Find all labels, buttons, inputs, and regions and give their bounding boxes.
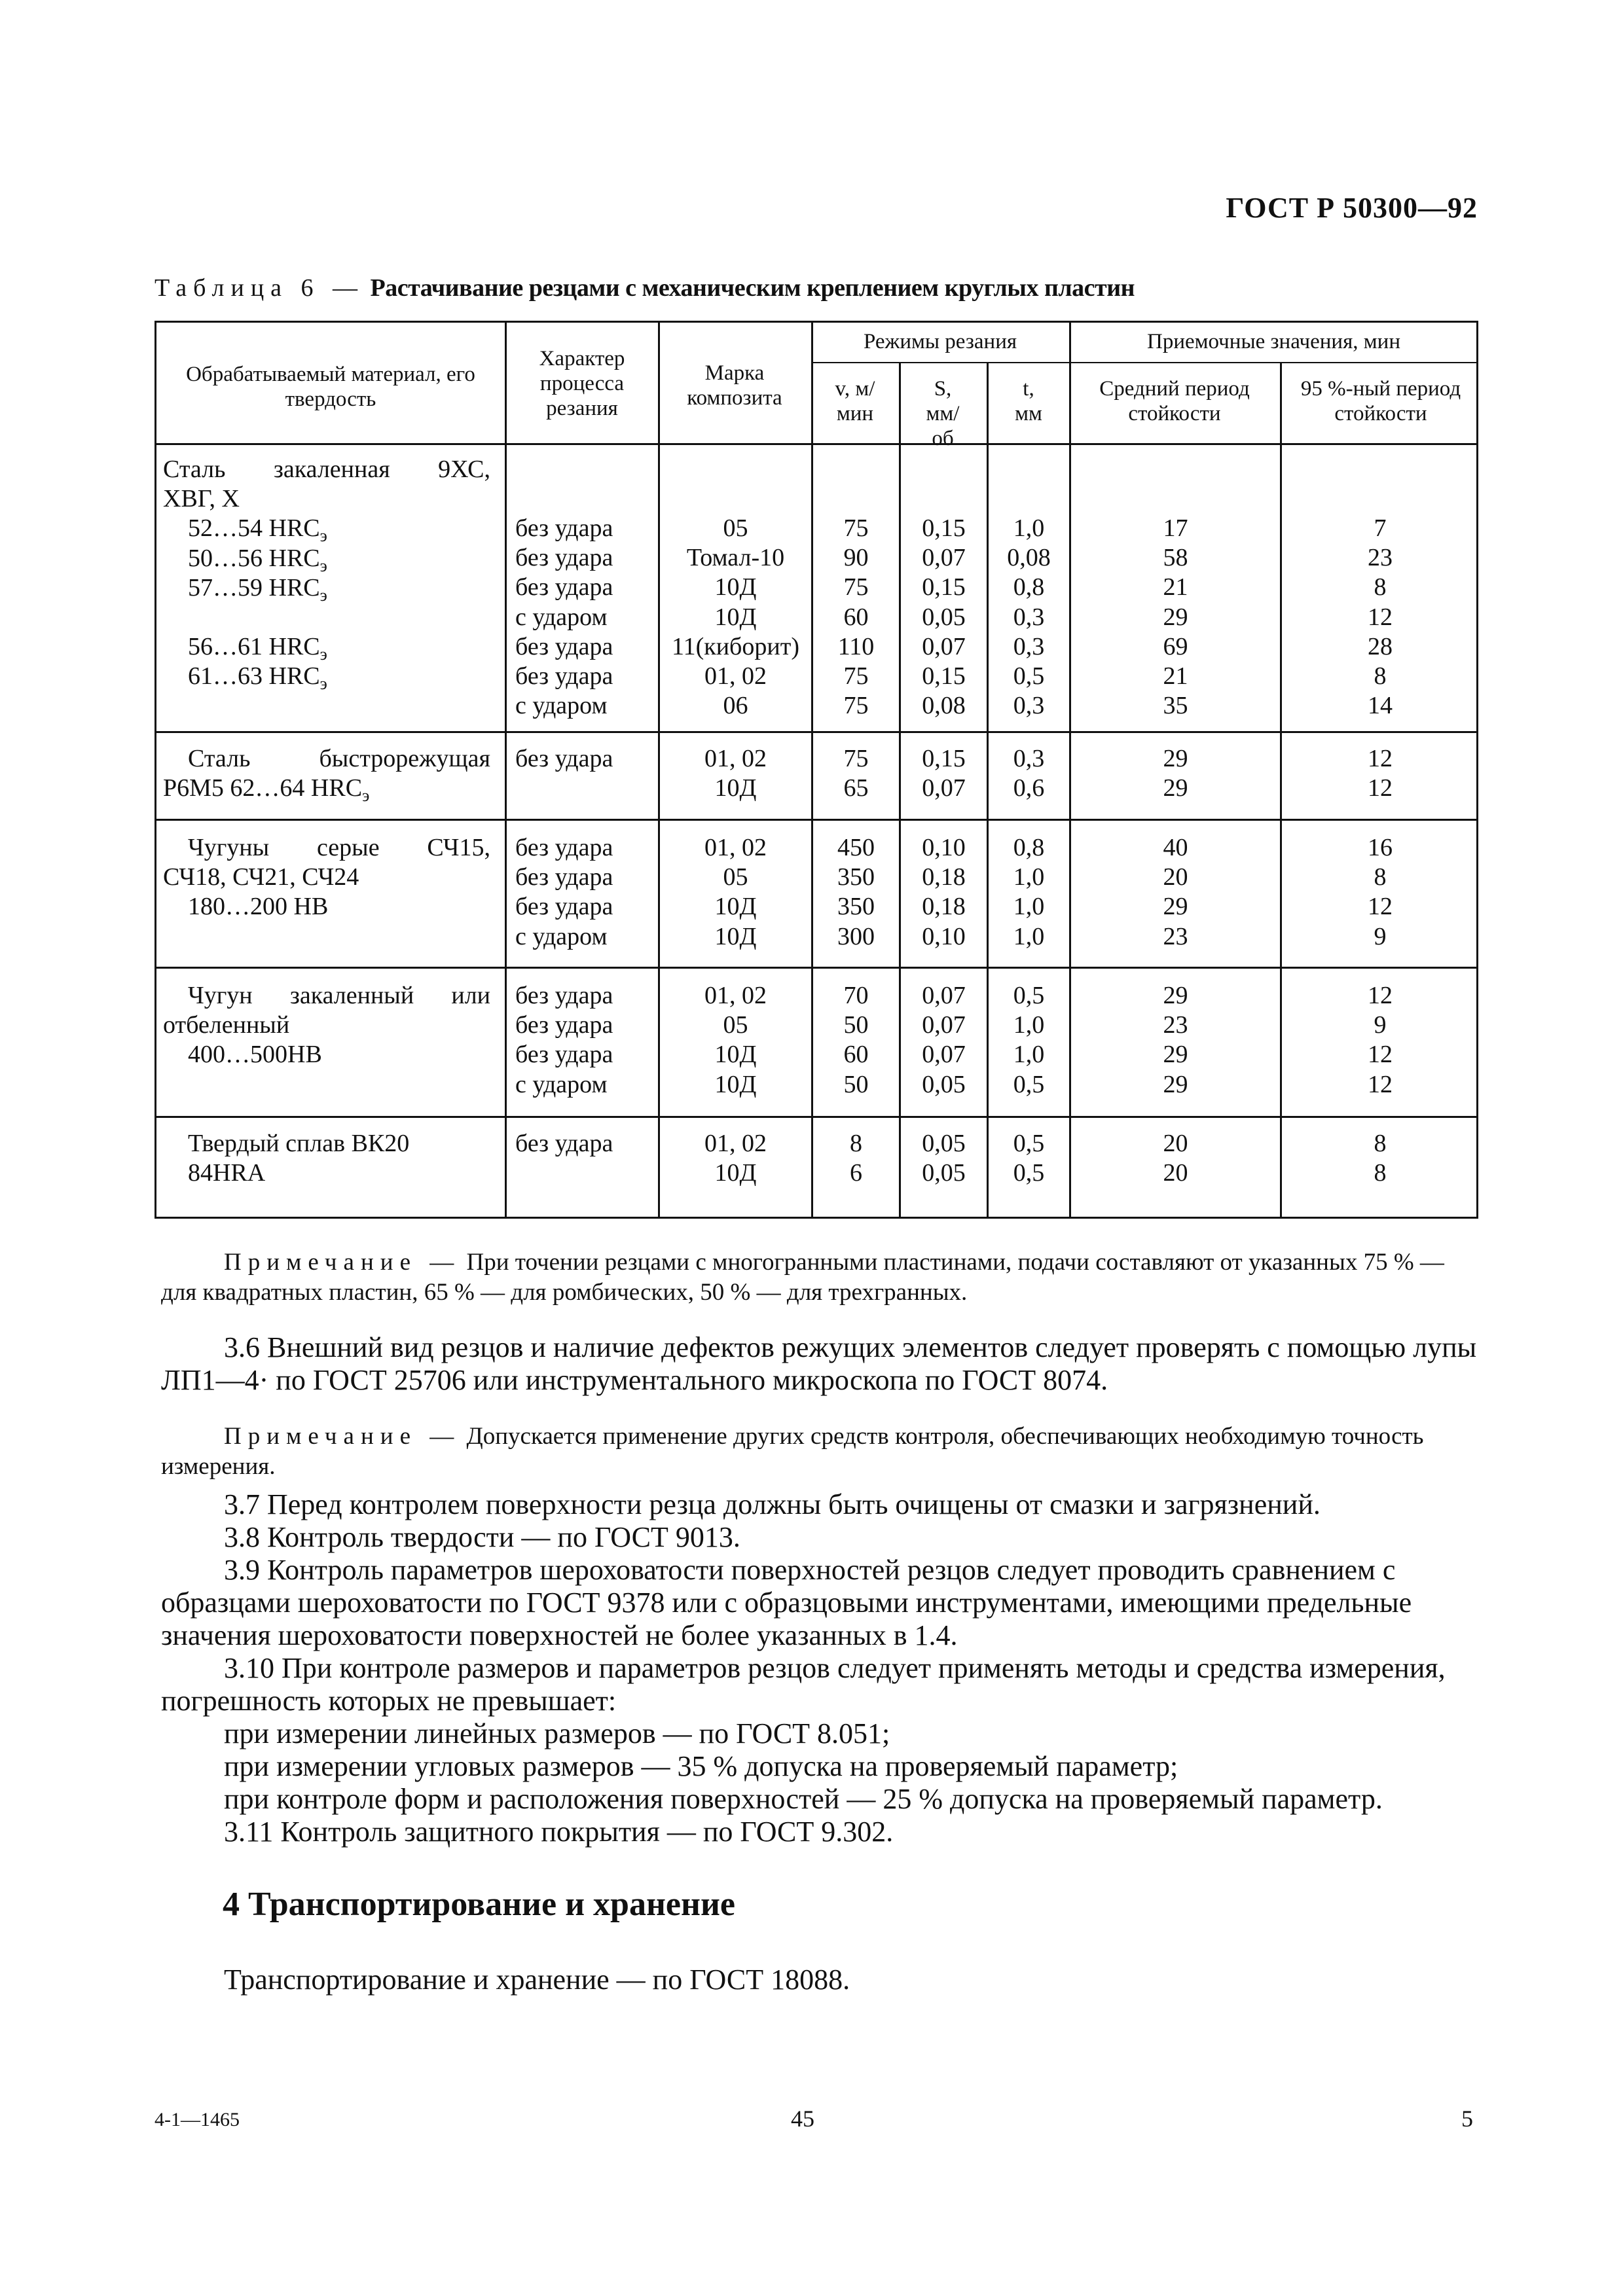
mean-life-column: [1071, 981, 1280, 1100]
grade-cell: 11(киборит): [672, 632, 799, 660]
feed-cell: 0,07: [922, 632, 966, 660]
depth-cell: 0,3: [1013, 603, 1045, 631]
material-cell: [163, 981, 490, 1070]
table-caption-title: Растачивание резцами с механическим креплением круглых пластин: [370, 274, 1135, 302]
material-line: Чугуны серые СЧ15,: [188, 834, 490, 861]
material-line: 84HRA: [188, 1159, 266, 1187]
life-95-cell: 8: [1374, 1159, 1387, 1187]
feed-cell: 0,05: [922, 1130, 966, 1157]
material-line: 52…54 HRC: [188, 514, 320, 543]
process-cell: без удара: [515, 1011, 613, 1039]
material-line: СЧ18, СЧ21, СЧ24: [163, 863, 359, 891]
table-caption-label: Таблица 6 —: [155, 274, 365, 302]
grade-column: [660, 1129, 811, 1188]
mean-life-cell: 40: [1163, 834, 1188, 861]
speed-cell: 75: [843, 573, 869, 601]
header-mean-life: Средний период стойкости: [1099, 377, 1250, 425]
grade-cell: 01, 02: [704, 982, 767, 1009]
mean-life-cell: 69: [1163, 632, 1188, 660]
mean-life-cell: 58: [1163, 544, 1188, 572]
life-95-cell: 12: [1368, 1070, 1393, 1098]
life-95-cell: 8: [1374, 662, 1387, 690]
speed-cell: 60: [843, 603, 869, 631]
process-cell: с ударом: [515, 692, 608, 720]
speed-column: [813, 981, 899, 1100]
paragraph-3-8: 3.8 Контроль твердости — по ГОСТ 9013.: [224, 1521, 740, 1553]
table-note: [161, 1247, 1478, 1308]
grade-cell: 01, 02: [704, 1130, 767, 1157]
feed-cell: 0,08: [922, 692, 966, 720]
material-line: отбеленный: [163, 1011, 290, 1039]
life-95-cell: 12: [1368, 1041, 1393, 1069]
process-cell: [515, 774, 613, 803]
mean-life-cell: 17: [1163, 514, 1188, 542]
life-95-cell: 12: [1368, 893, 1393, 921]
feed-cell: 0,07: [922, 544, 966, 572]
process-cell: без удара: [515, 834, 613, 861]
material-cell: Сталь закаленная 9ХС, ХВГ, Х 52…54 $HRC_э$ 50…56 $HRC_э$ 57…59 $HRC_э$ 56…61 $HRC_э$ 61…63 $HRC_э$: [163, 456, 490, 694]
material-line: 400…500НВ: [188, 1041, 322, 1069]
page-number-center: 45: [791, 2106, 814, 2132]
speed-cell: 8: [850, 1130, 862, 1157]
speed-cell: 350: [837, 893, 875, 921]
process-column: [515, 1129, 613, 1188]
speed-column: [813, 514, 899, 721]
header-material: Обрабатываемый материал, его твердость: [186, 363, 475, 411]
column-rule: [505, 323, 507, 1217]
mean-life-cell: 20: [1163, 1130, 1188, 1157]
depth-column: [989, 833, 1069, 952]
mean-life-cell: 29: [1163, 982, 1188, 1009]
speed-column: [813, 744, 899, 803]
material-line: Твердый сплав ВК20: [188, 1130, 410, 1157]
paragraph-3-7: 3.7 Перед контролем поверхности резца должны быть очищены от смазки и загрязнений.: [224, 1488, 1321, 1520]
depth-cell: 1,0: [1013, 514, 1045, 542]
grade-cell: 10Д: [714, 922, 757, 950]
material-line: Сталь быстрорежущая: [188, 745, 490, 772]
feed-cell: 0,05: [922, 1070, 966, 1098]
grade-cell: 10Д: [714, 1159, 757, 1187]
process-column: [515, 833, 613, 952]
feed-cell: 0,18: [922, 863, 966, 891]
process-cell: с ударом: [515, 922, 608, 950]
feed-cell: 0,15: [922, 745, 966, 772]
mean-life-cell: 21: [1163, 573, 1188, 601]
material-line: 57…59 HRC: [188, 573, 320, 601]
feed-cell: 0,15: [922, 514, 966, 542]
speed-cell: 75: [843, 692, 869, 720]
life-95-cell: 9: [1374, 1011, 1387, 1039]
section-4-heading: 4 Транспортирование и хранение: [223, 1886, 735, 1923]
process-column: [515, 744, 613, 803]
life-95-cell: 8: [1374, 1130, 1387, 1157]
mean-life-cell: 20: [1163, 1159, 1188, 1187]
feed-cell: 0,05: [922, 1159, 966, 1187]
mean-life-column: [1071, 1129, 1280, 1188]
grade-cell: Томал-10: [686, 544, 785, 572]
speed-cell: 75: [843, 662, 869, 690]
grade-cell: 10Д: [714, 1041, 757, 1069]
depth-cell: 0,8: [1013, 834, 1045, 861]
mean-life-column: [1071, 514, 1280, 721]
grade-cell: 10Д: [714, 893, 757, 921]
grade-cell: 01, 02: [704, 662, 767, 690]
feed-cell: 0,18: [922, 893, 966, 921]
process-column: [515, 981, 613, 1100]
grade-column: [660, 514, 811, 721]
speed-cell: 65: [843, 774, 869, 802]
life-95-column: [1282, 833, 1478, 952]
process-cell: без удара: [515, 544, 613, 572]
life-95-column: [1282, 981, 1478, 1100]
life-95-cell: 28: [1368, 632, 1393, 660]
speed-column: [813, 833, 899, 952]
mean-life-cell: 29: [1163, 745, 1188, 772]
life-95-cell: 12: [1368, 982, 1393, 1009]
paragraph-3-10-item: при контроле форм и расположения поверхностей — 25 % допуска на проверяемый параметр.: [224, 1783, 1383, 1815]
depth-column: [989, 514, 1069, 721]
section-3-body: [161, 1488, 1478, 1848]
process-cell: с ударом: [515, 603, 608, 631]
mean-life-column: [1071, 833, 1280, 952]
speed-cell: 60: [843, 1041, 869, 1069]
depth-cell: 0,5: [1013, 982, 1045, 1009]
depth-column: [989, 1129, 1069, 1188]
mean-life-cell: 29: [1163, 774, 1188, 802]
feed-cell: 0,07: [922, 1041, 966, 1069]
process-cell: без удара: [515, 1130, 613, 1157]
header-subdivider: [811, 362, 1478, 363]
depth-cell: 0,3: [1013, 745, 1045, 772]
mean-life-cell: 20: [1163, 863, 1188, 891]
paragraph-3-10: 3.10 При контроле размеров и параметров резцов следует применять методы и средства измерения, погрешность которых не превышает:: [161, 1652, 1446, 1717]
life-95-cell: 16: [1368, 834, 1393, 861]
process-cell: без удара: [515, 632, 613, 660]
life-95-column: [1282, 514, 1478, 721]
depth-column: [989, 981, 1069, 1100]
process-cell: с ударом: [515, 1070, 608, 1098]
section-4-text: Транспортирование и хранение — по ГОСТ 18088.: [224, 1964, 850, 1996]
life-95-cell: 7: [1374, 514, 1387, 542]
grade-cell: 10Д: [714, 573, 757, 601]
grade-cell: 01, 02: [704, 745, 767, 772]
process-cell: без удара: [515, 514, 613, 542]
life-95-cell: 8: [1374, 863, 1387, 891]
feed-cell: 0,07: [922, 1011, 966, 1039]
header-speed-v: v, м/мин: [835, 377, 875, 425]
feed-cell: 0,15: [922, 573, 966, 601]
document-code: ГОСТ Р 50300—92: [1226, 192, 1478, 224]
grade-cell: 06: [723, 692, 748, 720]
life-95-cell: 14: [1368, 692, 1393, 720]
cutting-modes-table: [155, 321, 1478, 1219]
process-cell: без удара: [515, 893, 613, 921]
life-95-cell: 23: [1368, 544, 1393, 572]
depth-cell: 0,08: [1007, 544, 1051, 572]
depth-cell: 1,0: [1013, 1011, 1045, 1039]
life-95-column: [1282, 1129, 1478, 1188]
speed-cell: 75: [843, 745, 869, 772]
mean-life-column: [1071, 744, 1280, 803]
material-line: Сталь закаленная 9ХС,: [163, 456, 490, 483]
material-cell: [163, 1129, 490, 1188]
speed-cell: 450: [837, 834, 875, 861]
header-depth-t: t, мм: [1015, 377, 1042, 425]
material-line: 50…56 HRC: [188, 544, 320, 572]
speed-cell: 70: [843, 982, 869, 1009]
process-cell: без удара: [515, 982, 613, 1009]
grade-column: [660, 744, 811, 803]
paragraph-3-9: 3.9 Контроль параметров шероховатости поверхностей резцов следует проводить сравнением с образцами шероховатости по ГОСТ 9378 или с образцовыми инструментами, имеющими предельные значения шероховатости поверхностей не более указанных в 1.4.: [161, 1554, 1412, 1651]
header-life-95: 95 %-ный период стойкости: [1300, 377, 1461, 425]
note-label: Примечание —: [224, 1423, 461, 1450]
feed-cell: 0,15: [922, 662, 966, 690]
note-label: Примечание —: [224, 1249, 461, 1276]
header-grade: Марка композита: [687, 361, 782, 410]
speed-column: [813, 1129, 899, 1188]
paragraph-3-11: 3.11 Контроль защитного покрытия — по ГОСТ 9.302.: [224, 1816, 894, 1848]
mean-life-cell: 29: [1163, 893, 1188, 921]
process-cell: [515, 1158, 613, 1188]
grade-cell: 10Д: [714, 774, 757, 802]
speed-cell: 350: [837, 863, 875, 891]
paragraph-3-10-item: при измерении линейных размеров — по ГОСТ 8.051;: [224, 1717, 890, 1749]
material-line: ХВГ, Х: [163, 485, 240, 513]
speed-cell: 6: [850, 1159, 862, 1187]
depth-cell: 0,3: [1013, 632, 1045, 660]
note-text: Допускается применение других средств контроля, обеспечивающих необходимую точность измерения.: [161, 1423, 1424, 1480]
feed-cell: 0,05: [922, 603, 966, 631]
note-3-6: [161, 1422, 1478, 1482]
feed-column: [901, 1129, 987, 1188]
depth-cell: 1,0: [1013, 1041, 1045, 1069]
feed-column: [901, 744, 987, 803]
note-text: При точении резцами с многогранными пластинами, подачи составляют от указанных 75 % — для квадратных пластин, 65 % — для ромбических, 50 % — для трехгранных.: [161, 1249, 1444, 1306]
footer-code: 4-1—1465: [155, 2109, 240, 2130]
header-feed-s: S, мм/об: [926, 377, 960, 450]
speed-cell: 50: [843, 1011, 869, 1039]
grade-cell: 10Д: [714, 603, 757, 631]
grade-column: [660, 833, 811, 952]
feed-column: [901, 981, 987, 1100]
header-cutting-modes: Режимы резания: [863, 330, 1017, 353]
process-cell: без удара: [515, 573, 613, 601]
speed-cell: 90: [843, 544, 869, 572]
speed-cell: 50: [843, 1070, 869, 1098]
depth-cell: 0,5: [1013, 662, 1045, 690]
depth-cell: 0,5: [1013, 1070, 1045, 1098]
mean-life-cell: 23: [1163, 1011, 1188, 1039]
mean-life-cell: 29: [1163, 1070, 1188, 1098]
paragraph-3-10-item: при измерении угловых размеров — 35 % допуска на проверяемый параметр;: [224, 1750, 1178, 1782]
material-cell: [163, 833, 490, 922]
mean-life-cell: 23: [1163, 922, 1188, 950]
feed-cell: 0,07: [922, 774, 966, 802]
page-number: 5: [1461, 2106, 1473, 2132]
header-process: Характер процесса резания: [539, 347, 625, 420]
feed-column: [901, 833, 987, 952]
life-95-column: [1282, 744, 1478, 803]
grade-cell: 05: [723, 863, 748, 891]
process-cell: без удара: [515, 1041, 613, 1069]
life-95-cell: 8: [1374, 573, 1387, 601]
mean-life-cell: 35: [1163, 692, 1188, 720]
grade-cell: 10Д: [714, 1070, 757, 1098]
life-95-cell: 12: [1368, 745, 1393, 772]
header-acceptance-values: Приемочные значения, мин: [1147, 330, 1400, 353]
grade-column: [660, 981, 811, 1100]
feed-column: [901, 514, 987, 721]
life-95-cell: 9: [1374, 922, 1387, 950]
table-caption: [155, 274, 1135, 302]
material-cell: Сталь быстрорежущая Р6М5 62…64 $HRC_э$: [163, 745, 490, 806]
depth-cell: 1,0: [1013, 922, 1045, 950]
depth-column: [989, 744, 1069, 803]
mean-life-cell: 21: [1163, 662, 1188, 690]
depth-cell: 1,0: [1013, 893, 1045, 921]
life-95-cell: 12: [1368, 603, 1393, 631]
mean-life-cell: 29: [1163, 1041, 1188, 1069]
material-line: Чугун закаленный или: [188, 982, 490, 1009]
paragraph-3-6: 3.6 Внешний вид резцов и наличие дефектов режущих элементов следует проверять с помощью лупы ЛП1—4· по ГОСТ 25706 или инструментального микроскопа по ГОСТ 8074.: [161, 1331, 1477, 1396]
depth-cell: 0,6: [1013, 774, 1045, 802]
feed-cell: 0,07: [922, 982, 966, 1009]
life-95-cell: 12: [1368, 774, 1393, 802]
process-cell: без удара: [515, 863, 613, 891]
grade-cell: 05: [723, 514, 748, 542]
depth-cell: 0,3: [1013, 692, 1045, 720]
speed-cell: 75: [843, 514, 869, 542]
grade-cell: 01, 02: [704, 834, 767, 861]
process-column: [515, 514, 613, 721]
depth-cell: 0,8: [1013, 573, 1045, 601]
speed-cell: 300: [837, 922, 875, 950]
material-line: 180…200 НВ: [188, 893, 329, 921]
material-line: Р6М5 62…64 HRC: [163, 774, 363, 802]
depth-cell: 0,5: [1013, 1159, 1045, 1187]
process-cell: без удара: [515, 662, 613, 690]
depth-cell: 0,5: [1013, 1130, 1045, 1157]
material-line: 61…63 HRC: [188, 662, 320, 691]
process-cell: без удара: [515, 745, 613, 772]
feed-cell: 0,10: [922, 922, 966, 950]
grade-cell: 05: [723, 1011, 748, 1039]
feed-cell: 0,10: [922, 834, 966, 861]
speed-cell: 110: [837, 632, 875, 660]
material-line: 56…61 HRC: [188, 633, 320, 661]
depth-cell: 1,0: [1013, 863, 1045, 891]
material-line: [163, 603, 490, 632]
mean-life-cell: 29: [1163, 603, 1188, 631]
